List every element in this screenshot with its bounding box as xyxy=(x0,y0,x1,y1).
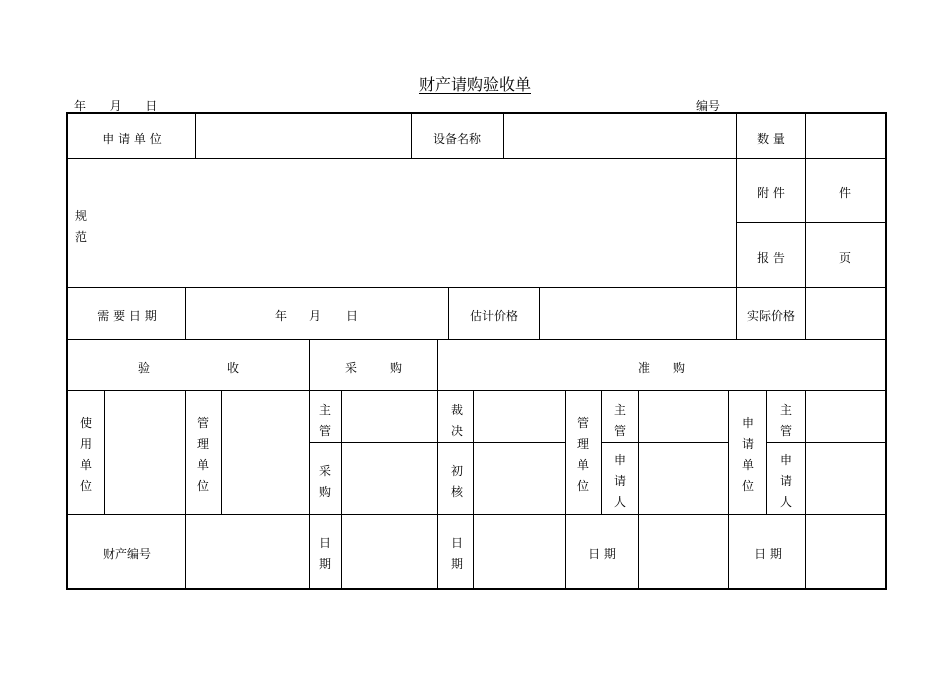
col-divider xyxy=(437,339,438,588)
col-divider xyxy=(539,287,540,339)
row-divider xyxy=(68,339,885,340)
supervisor-label: 主管 xyxy=(318,403,331,438)
date-label-1: 日期 xyxy=(318,536,331,571)
serial-number-label: 编号 xyxy=(696,99,721,113)
purchase-header-2: 购 xyxy=(389,361,403,375)
col-divider xyxy=(185,390,186,588)
actual-price-label: 实际价格 xyxy=(746,309,796,323)
report-label: 报 告 xyxy=(757,251,785,265)
col-divider xyxy=(221,390,222,514)
col-divider xyxy=(503,114,504,158)
approve-mgmt-unit-label: 管理单位 xyxy=(576,416,589,493)
need-date-day: 日 xyxy=(345,309,359,323)
row-divider xyxy=(68,158,885,159)
applicant-unit-label: 申 请 单 位 xyxy=(102,132,162,146)
acceptance-header-2: 收 xyxy=(226,361,240,375)
col-divider xyxy=(104,390,105,514)
row-divider xyxy=(68,390,885,391)
spec-label: 规范 xyxy=(74,209,87,244)
date-day: 日 xyxy=(145,99,158,113)
row-divider xyxy=(736,222,885,223)
date-year: 年 xyxy=(74,99,87,113)
col-divider xyxy=(565,390,566,588)
col-divider xyxy=(411,114,412,158)
decision-label: 裁决 xyxy=(450,403,463,438)
report-unit: 页 xyxy=(838,251,852,265)
date-month: 月 xyxy=(109,99,122,113)
buyer-label: 采购 xyxy=(318,464,331,499)
row-divider xyxy=(601,442,728,443)
form-table xyxy=(66,112,887,590)
col-divider xyxy=(185,287,186,339)
approve-applicant-label: 申请人 xyxy=(613,453,626,509)
col-divider xyxy=(601,390,602,514)
col-divider xyxy=(309,339,310,588)
col-divider xyxy=(638,390,639,588)
approval-header-2: 购 xyxy=(672,361,686,375)
estimated-price-label: 估计价格 xyxy=(469,309,519,323)
applicant-unit-vlabel: 申请单位 xyxy=(741,416,754,493)
need-date-year: 年 xyxy=(274,309,288,323)
purchase-header-1: 采 xyxy=(344,361,358,375)
user-unit-label: 使用单位 xyxy=(79,416,92,493)
app-applicant-label: 申请人 xyxy=(779,453,792,509)
need-date-month: 月 xyxy=(308,309,322,323)
review-label: 初核 xyxy=(450,464,463,499)
row-divider xyxy=(68,514,885,515)
attachment-unit: 件 xyxy=(838,186,852,200)
app-supervisor-label: 主管 xyxy=(779,403,792,438)
date-label-3: 日 期 xyxy=(588,547,616,561)
form-title: 财产请购验收单 xyxy=(418,75,531,94)
acceptance-header-1: 验 xyxy=(137,361,151,375)
approve-supervisor-label: 主管 xyxy=(613,403,626,438)
col-divider xyxy=(805,390,806,588)
approval-header-1: 准 xyxy=(637,361,651,375)
attachment-label: 附 件 xyxy=(757,186,785,200)
col-divider xyxy=(766,390,767,514)
device-name-label: 设备名称 xyxy=(432,132,482,146)
date-label-2: 日期 xyxy=(450,536,463,571)
col-divider xyxy=(448,287,449,339)
mgmt-unit-label: 管理单位 xyxy=(196,416,209,493)
col-divider xyxy=(728,390,729,588)
col-divider xyxy=(195,114,196,158)
col-divider xyxy=(341,390,342,588)
date-label-4: 日 期 xyxy=(754,547,782,561)
asset-number-label: 财产编号 xyxy=(102,547,152,561)
quantity-label: 数 量 xyxy=(757,132,785,146)
col-divider xyxy=(473,390,474,588)
col-divider xyxy=(805,114,806,339)
col-divider xyxy=(736,114,737,339)
row-divider xyxy=(68,287,885,288)
row-divider xyxy=(766,442,885,443)
need-date-label: 需 要 日 期 xyxy=(97,309,157,323)
